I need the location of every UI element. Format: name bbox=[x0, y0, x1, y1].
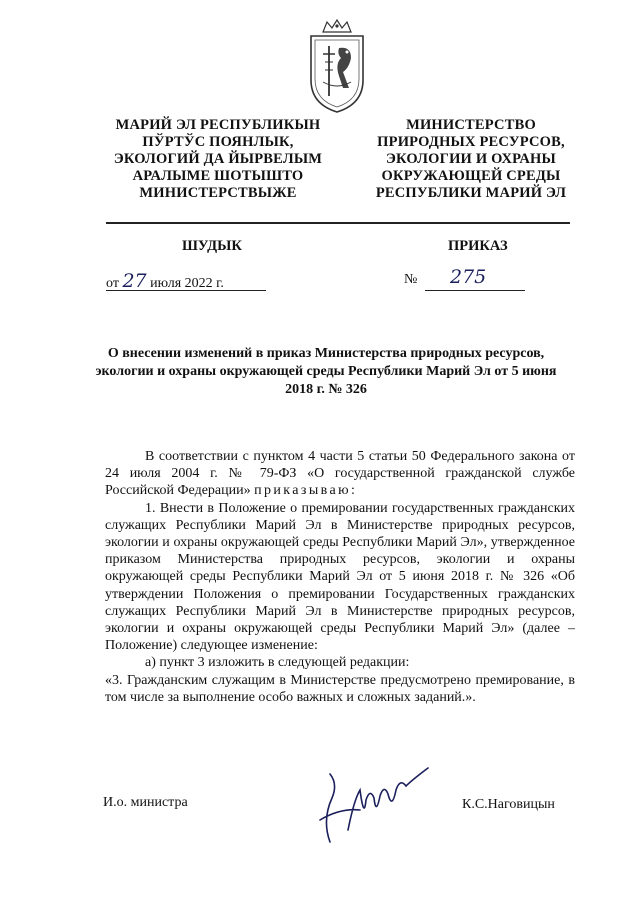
number-underline bbox=[425, 290, 525, 291]
handwritten-signature-icon bbox=[300, 760, 450, 850]
header-left-marian: МАРИЙ ЭЛ РЕСПУБЛИКЫН ПЎРТЎС ПОЯНЛЫК, ЭКОЛОГИЙ ДА ЙЫРВЕЛЫМ АРАЛЫМЕ ШОТЫШТО МИНИСТЕРСТВЫЖЕ bbox=[113, 117, 323, 201]
header-right-russian: МИНИСТЕРСТВО ПРИРОДНЫХ РЕСУРСОВ, ЭКОЛОГИИ И ОХРАНЫ ОКРУЖАЮЩЕЙ СРЕДЫ РЕСПУБЛИКИ МАРИЙ ЭЛ bbox=[375, 117, 567, 201]
number-sign: № bbox=[404, 272, 418, 287]
intro-paragraph bbox=[105, 448, 575, 500]
doc-kind-right: ПРИКАЗ bbox=[448, 238, 508, 254]
signatory-role: И.о. министра bbox=[103, 795, 188, 810]
date-underline bbox=[106, 290, 266, 291]
orders-word: приказываю: bbox=[254, 483, 358, 499]
doc-kind-left: ШУДЫК bbox=[182, 238, 242, 254]
intro-text: В соответствии с пунктом 4 части 5 статьи 50 Федерального закона от 24 июля 2004 г. № 79-ФЗ «О государственной гражданской службе Российской Федерации» bbox=[105, 449, 575, 499]
paragraph-a: а) пункт 3 изложить в следующей редакции: bbox=[145, 655, 410, 671]
signatory-name: К.С.Наговицын bbox=[462, 797, 555, 812]
number-handwritten: 275 bbox=[450, 266, 487, 288]
date-suffix: июля 2022 г. bbox=[150, 276, 224, 291]
paragraph-1: 1. Внести в Положение о премировании государственных гражданских служащих Республики Марий Эл в Министерстве природных ресурсов, экологии и охраны окружающей среды Республики Марий Эл», утвержденное приказом Министерства природных ресурсов, экологии и охраны окружающей среды Республики Марий Эл от 5 июня 2018 г. № 326 «Об утверждении Положения о премировании Государственных гражданских служащих Республики Марий Эл в Министерстве природных ресурсов, экологии и охраны окружающей среды Республики Марий Эл» (далее – Положение) следующее изменение: bbox=[105, 500, 575, 654]
date-day-handwritten: 27 bbox=[122, 270, 147, 292]
coat-of-arms-icon bbox=[303, 18, 371, 114]
document-title: О внесении изменений в приказ Министерства природных ресурсов, экологии и охраны окружающей среды Республики Марий Эл от 5 июня 2018 г. № 326 bbox=[95, 346, 557, 397]
header-divider bbox=[106, 222, 570, 224]
quoted-clause: «3. Гражданским служащим в Министерстве предусмотрено премирование, в том числе за выполнение особо важных и сложных заданий.». bbox=[105, 672, 575, 705]
date-prefix: от bbox=[106, 276, 119, 291]
document-body bbox=[105, 448, 575, 706]
date-line bbox=[106, 270, 266, 290]
